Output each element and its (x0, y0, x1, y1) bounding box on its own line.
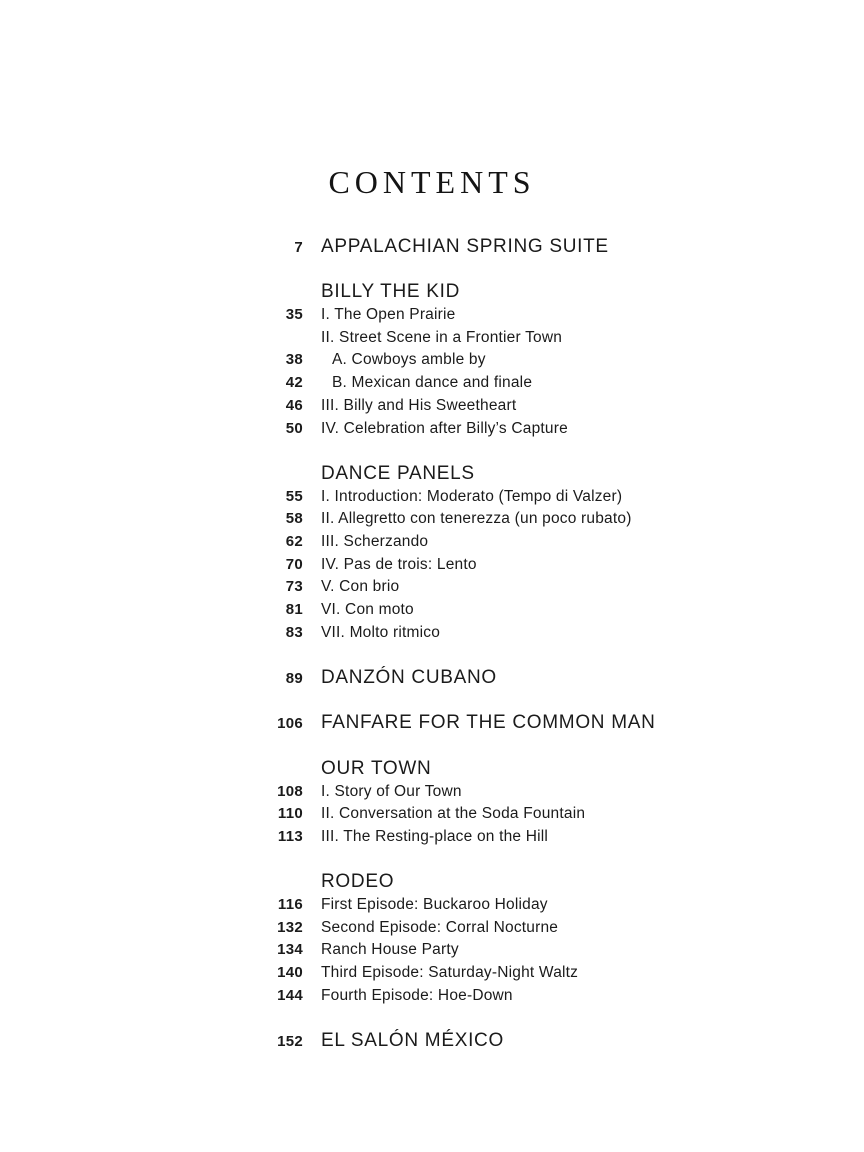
toc-gap (220, 1007, 700, 1030)
toc-label: III. The Resting-place on the Hill (321, 827, 549, 845)
toc-label: Second Episode: Corral Nocturne (321, 918, 559, 936)
toc-row (220, 917, 700, 940)
toc-row (220, 236, 700, 259)
toc-label: Fourth Episode: Hoe-Down (321, 986, 513, 1004)
toc-row (220, 667, 700, 690)
toc-label: APPALACHIAN SPRING SUITE (321, 236, 609, 257)
toc-label: EL SALÓN MÉXICO (321, 1030, 504, 1052)
toc-label: FANFARE FOR THE COMMON MAN (321, 712, 656, 734)
page-number: 62 (285, 532, 303, 550)
toc-label: VI. Con moto (321, 601, 414, 618)
toc-label: DANCE PANELS (321, 462, 475, 484)
toc-row (220, 622, 700, 645)
toc-label: IV. Celebration after Billy’s Capture (321, 419, 568, 437)
toc-gap (220, 690, 700, 713)
toc-label: II. Conversation at the Soda Fountain (321, 805, 586, 823)
toc-row (220, 871, 700, 894)
page-number: 73 (285, 578, 303, 596)
toc-row (220, 803, 700, 826)
toc-row (220, 327, 700, 350)
toc-gap (220, 259, 700, 282)
toc-label: V. Con brio (321, 578, 400, 596)
toc-label: I. Story of Our Town (321, 782, 462, 800)
toc-label: BILLY THE KID (321, 281, 460, 303)
page-number: 35 (285, 306, 303, 324)
toc-row (220, 281, 700, 304)
page-number: 70 (285, 555, 303, 573)
toc-row (220, 939, 700, 962)
toc-label: OUR TOWN (321, 757, 432, 779)
page-number: 144 (277, 986, 303, 1004)
toc-row (220, 576, 700, 599)
page-title: CONTENTS (328, 164, 536, 200)
toc-row (220, 962, 700, 985)
toc-label: DANZÓN CUBANO (321, 667, 497, 689)
toc-row (220, 508, 700, 531)
toc-label: Ranch House Party (321, 941, 459, 959)
page-number: 152 (277, 1033, 303, 1051)
page-number: 83 (285, 623, 303, 641)
page-number: 110 (277, 805, 303, 823)
toc-row (220, 781, 700, 804)
toc-row (220, 758, 700, 781)
toc-row (220, 985, 700, 1008)
toc-label: VII. Molto ritmico (321, 623, 441, 641)
toc-gap (220, 735, 700, 758)
page-number: 140 (277, 964, 303, 981)
toc-label: A. Cowboys amble by (332, 351, 486, 369)
page-number: 58 (285, 510, 303, 528)
page-number: 113 (277, 827, 303, 845)
toc-gap (220, 849, 700, 872)
toc-row (220, 531, 700, 554)
page-number: 116 (277, 895, 303, 913)
toc-row (220, 372, 700, 395)
toc-label: III. Scherzando (321, 532, 429, 550)
page-number: 46 (285, 396, 303, 414)
toc-label: Third Episode: Saturday-Night Waltz (321, 964, 579, 981)
toc-label: III. Billy and His Sweetheart (321, 396, 517, 414)
toc-label: II. Allegretto con tenerezza (un poco rubato) (321, 510, 632, 528)
page-number: 132 (277, 918, 303, 936)
toc-label: II. Street Scene in a Frontier Town (321, 328, 563, 346)
toc-label: I. Introduction: Moderato (Tempo di Valzer) (321, 487, 623, 505)
toc-row (220, 826, 700, 849)
toc-gap (220, 440, 700, 463)
page-number: 7 (294, 239, 303, 256)
toc-row (220, 304, 700, 327)
toc-label: RODEO (321, 871, 395, 893)
toc-list (220, 236, 700, 1053)
toc-label: First Episode: Buckaroo Holiday (321, 895, 548, 913)
toc-gap (220, 644, 700, 667)
page-number: 134 (277, 941, 303, 959)
toc-row (220, 599, 700, 622)
toc-row (220, 554, 700, 577)
page-number: 108 (277, 782, 303, 800)
page-number: 42 (285, 374, 303, 392)
toc-row (220, 486, 700, 509)
toc-row (220, 463, 700, 486)
toc-row (220, 395, 700, 418)
toc-label: B. Mexican dance and finale (332, 374, 533, 392)
toc-label: I. The Open Prairie (321, 306, 456, 324)
toc-label: IV. Pas de trois: Lento (321, 555, 477, 573)
page-number: 55 (285, 487, 303, 505)
toc-row (220, 894, 700, 917)
page-number: 50 (285, 419, 303, 437)
page-number: 81 (285, 601, 303, 618)
toc-row (220, 712, 700, 735)
toc-row (220, 418, 700, 441)
page-number: 89 (285, 670, 303, 688)
page-number: 106 (277, 715, 303, 733)
page-number: 38 (285, 351, 303, 369)
toc-row (220, 349, 700, 372)
toc-row (220, 1030, 700, 1053)
